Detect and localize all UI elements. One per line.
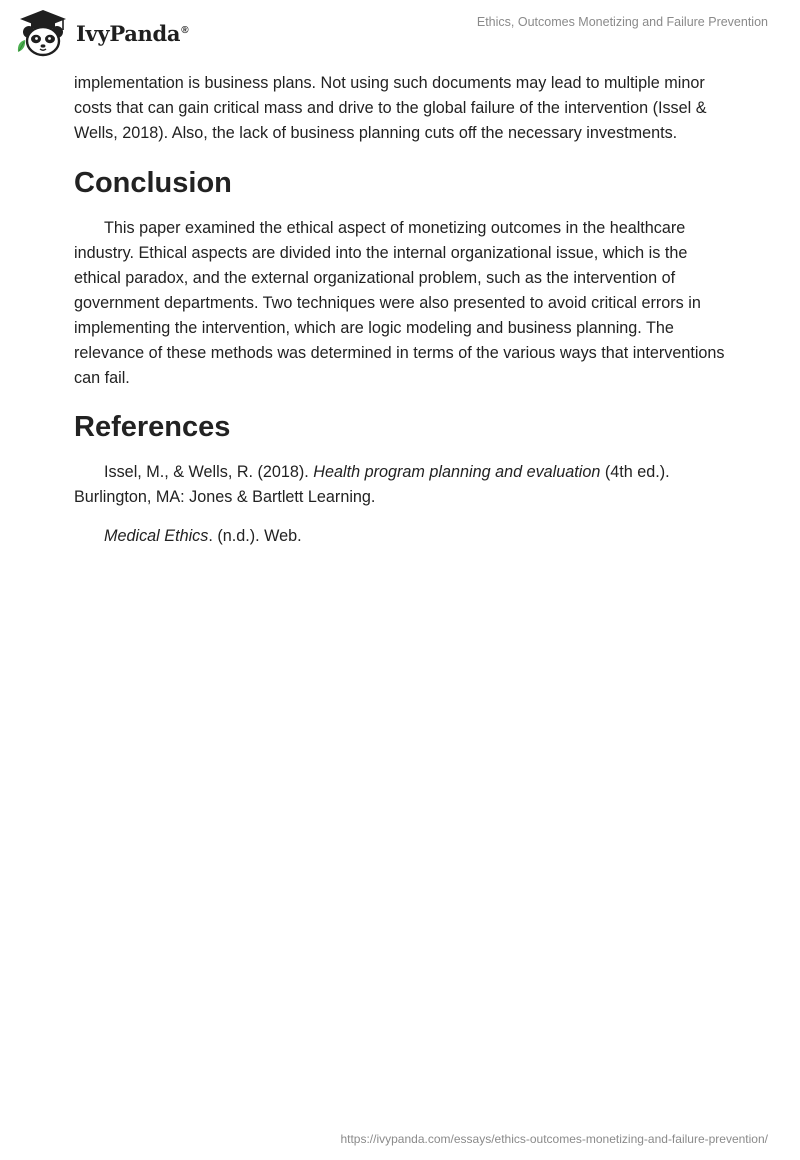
essay-content bbox=[74, 71, 734, 563]
registered-mark: ® bbox=[181, 24, 189, 36]
page-header bbox=[0, 0, 800, 62]
reference-title: Health program planning and evaluation bbox=[313, 463, 601, 481]
reference-title[interactable]: Medical Ethics bbox=[104, 527, 209, 545]
reference-item bbox=[74, 460, 734, 510]
reference-details: (4th ed.). Burlington, MA: Jones & Bartlett Learning. bbox=[74, 463, 670, 506]
brand-name: IvyPanda® bbox=[76, 20, 189, 46]
reference-item bbox=[74, 524, 734, 549]
intro-paragraph: implementation is business plans. Not using such documents may lead to multiple minor costs that can gain critical mass and drive to the global failure of the intervention (Issel & Wells, 2018). Also, the lack of business planning cuts off the necessary investments. bbox=[74, 74, 707, 142]
reference-authors: Issel, M., & Wells, R. (2018). bbox=[104, 463, 314, 481]
running-title: Ethics, Outcomes Monetizing and Failure Prevention bbox=[476, 15, 768, 29]
conclusion-heading: Conclusion bbox=[74, 167, 232, 199]
references-heading: References bbox=[74, 411, 231, 443]
reference-details: . (n.d.). Web. bbox=[208, 527, 302, 545]
ivypanda-logo[interactable] bbox=[14, 8, 188, 58]
source-url[interactable]: https://ivypanda.com/essays/ethics-outcomes-monetizing-and-failure-prevention/ bbox=[340, 1132, 768, 1146]
panda-graduate-icon bbox=[14, 8, 72, 58]
conclusion-paragraph: This paper examined the ethical aspect of monetizing outcomes in the healthcare industry. Ethical aspects are divided into the internal organizational issue, which is the ethical paradox, and the external organizational problem, such as the intervention of government departments. Two techniques were also presented to avoid critical errors in implementing the intervention, which are logic modeling and business planning. The relevance of these methods was determined in terms of the various ways that interventions can fail. bbox=[74, 219, 725, 387]
